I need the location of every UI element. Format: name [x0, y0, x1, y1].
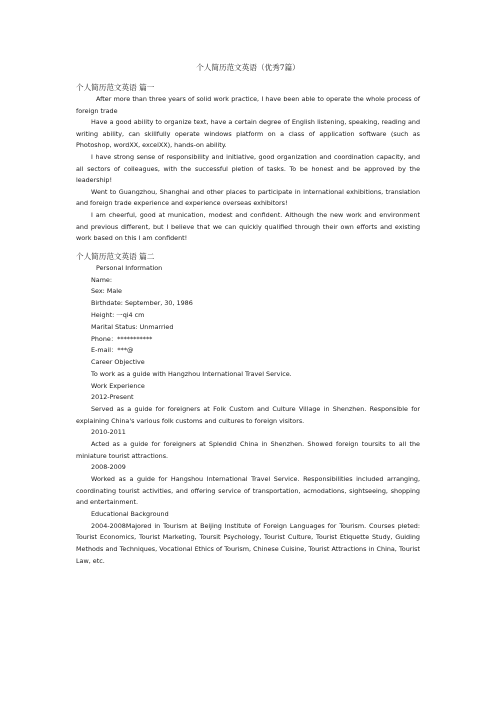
info-line: Height: 一qi4 cm	[91, 310, 145, 319]
info-line: Career Objective	[91, 358, 145, 367]
paragraph: Acted as a guide for foreigners at Splendid China in Shenzhen. Showed foreign toursits to all the miniature tourist attractions.	[76, 440, 420, 460]
info-line: Personal Information	[96, 263, 163, 272]
info-line: To work as a guide with Hangzhou International Travel Service.	[91, 369, 292, 378]
info-line: E-mail：***@	[91, 346, 134, 355]
info-line: Birthdate: September, 30, 1986	[91, 299, 193, 308]
document-body	[76, 82, 420, 567]
info-line: Name:	[91, 275, 113, 284]
document-title: 个人简历范文英语（优秀7篇）	[196, 63, 300, 72]
info-line: 2008-2009	[91, 463, 126, 472]
paragraph: After more than three years of solid work practice, I have been able to operate the whole process of foreign trade	[76, 95, 420, 115]
paragraph: Served as a guide for foreigners at Folk Custom and Culture Village in Shenzhen. Responsible for explaining China's various folk customs and cultures to foreign visitors.	[76, 405, 420, 425]
info-line: Marital Status: Unmarried	[91, 322, 174, 331]
section-heading-1: 个人简历范文英语 篇一	[76, 83, 155, 92]
info-line: Phone：***********	[91, 334, 153, 343]
paragraph: 2004-2008Majored in Tourism at Beijing Institute of Foreign Languages for Tourism. Courses pleted: Tourist Economics, Tourist Marketing, Toursit Psychology, Tourist Culture, Tourist Etiquette Study, Guiding Methods and Techniques, Vocational Ethics of Tourism, Chinese Cuisine, Tourist Attractions in China, Tourist Law, etc.	[76, 521, 420, 565]
section-heading-2: 个人简历范文英语 篇二	[76, 251, 155, 261]
paragraph: Worked as a guide for Hangshou International Travel Service. Responsibilities included arranging, coordinating tourist activities, and offering service of transportation, acmodations, sightseeing, shopping and entertainment.	[76, 475, 420, 507]
paragraph: I am cheerful, good at munication, modest and confident. Although the new work and environment and previous different, but I believe that we can quickly qualified through their own efforts and existing work based on this I am confident!	[76, 210, 420, 243]
paragraph: Went to Guangzhou, Shanghai and other places to participate in international exhibitions, translation and foreign trade experience and experience overseas exhibitors!	[76, 187, 420, 208]
paragraph: Have a good ability to organize text, have a certain degree of English listening, speaking, reading and writing ability, can skillfully operate windows platform on a class of application software (such as Photoshop, wordXX, excelXX), hands-on ability.	[76, 118, 420, 150]
paragraph: I have strong sense of responsibility and initiative, good organization and coordination capacity, and all sectors of colleagues, with the successful pletion of tasks. To be honest and be approved by the leadership!	[76, 152, 420, 185]
info-line: 2010-2011	[91, 428, 126, 437]
info-line: 2012-Present	[91, 393, 134, 402]
info-line: Sex: Male	[91, 287, 122, 296]
info-line: Educational Background	[91, 510, 169, 519]
info-line: Work Experience	[91, 381, 145, 390]
